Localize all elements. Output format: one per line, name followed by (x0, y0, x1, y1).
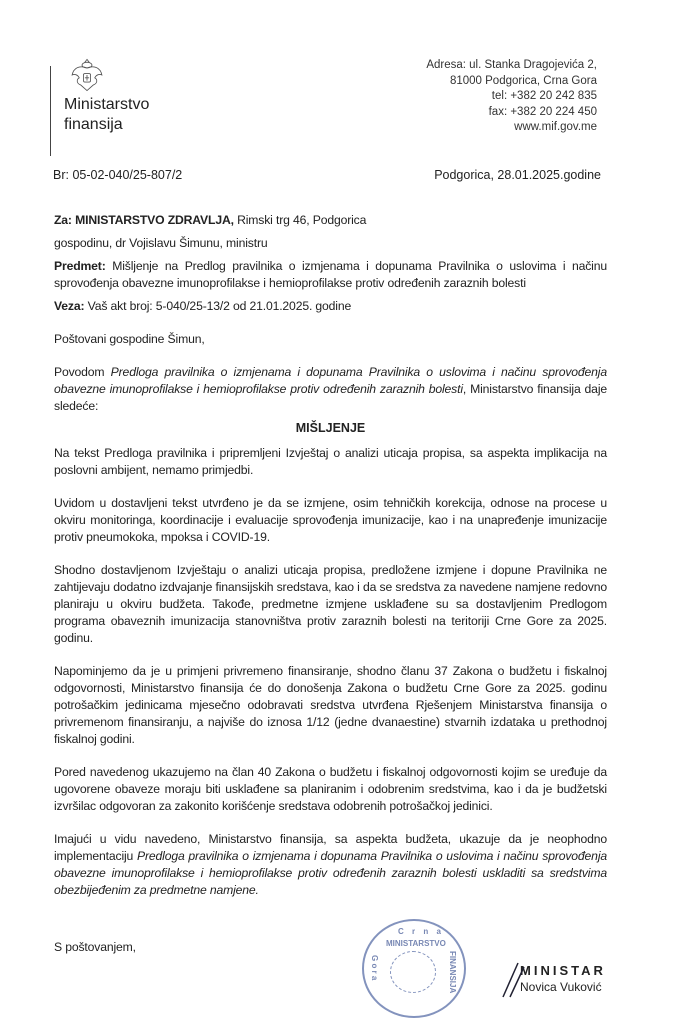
address-fax: fax: +382 20 224 450 (488, 105, 597, 118)
paragraph-3: Shodno dostavljenom Izvještaju o analizi uticaja propisa, predložene izmjene i dopune Pravilnika ne zahtijevaju dodatno izdvajanje finansijskih sredstava, kao i da se sredstva za navedene namjene redovno planiraju u okviru budžeta. Takođe, predmetne izmjene usklađene su sa dostavljenim Predlogom programa obaveznih imunizacija stanovništva protiv zaraznih bolesti na teritoriji Crne Gore za 2025. godinu. (54, 563, 607, 645)
opinion-title: MIŠLJENJE (295, 421, 366, 435)
subject-text: Mišljenje na Predlog pravilnika o izmjenama i dopunama Pravilnika o uslovima i načinu sprovođenja obavezne imunoprofilakse i hemioprofilakse protiv određenih zaraznih bolesti (54, 259, 607, 290)
reference-text: Vaš akt broj: 5-040/25-13/2 od 21.01.2025. godine (84, 299, 352, 313)
intro-text-b: , Ministarstvo finansija daje sledeće: (54, 382, 607, 413)
recipient-org: MINISTARSTVO ZDRAVLJA, (75, 213, 234, 227)
signature-mark (498, 959, 528, 999)
header-divider (50, 66, 51, 156)
reference-number: Br: 05-02-040/25-807/2 (53, 168, 183, 182)
official-stamp: C r n a MINISTARSTVO G o r a FINANSIJA (362, 919, 466, 1018)
recipient-line (54, 212, 607, 229)
paragraph-6-italic: Predloga pravilnika o izmjenama i dopunama Pravilnika o uslovima i načinu sprovođenja obavezne imunoprofilakse i hemioprofilakse protiv određenih zaraznih bolesti uskladiti sa sredstvima obezbijeđenim za predmetne namjene. (54, 849, 608, 897)
intro-text-a: Povodom (54, 365, 111, 379)
paragraph-5: Pored navedenog ukazujemo na član 40 Zakona o budžetu i fiskalnoj odgovornosti kojim se uređuje da ugovorene obaveze moraju biti usklađene sa planiranim i odobrenim sredstvima, kao i da je budžetski izvršilac odgovoran za zakonito korišćenje sredstava odobrenih potrošačkoj jedinici. (54, 765, 607, 813)
signature-name: Novica Vuković (520, 980, 602, 994)
place-date: Podgorica, 28.01.2025.godine (434, 168, 601, 182)
reference-line (54, 298, 607, 315)
subject-label: Predmet: (54, 259, 106, 273)
recipient-label: Za: (54, 213, 72, 227)
address-street: Adresa: ul. Stanka Dragojevića 2, (426, 59, 597, 71)
ministry-name-line1: Ministarstvo (64, 96, 150, 113)
ministry-name-line2: finansija (64, 116, 123, 133)
recipient-address: Rimski trg 46, Podgorica (233, 213, 367, 227)
signature-row (54, 919, 607, 1019)
address-city: 81000 Podgorica, Crna Gora (449, 74, 597, 87)
subject (54, 258, 607, 292)
paragraph-1: Na tekst Predloga pravilnika i pripremljeni Izvještaj o analizi uticaja propisa, sa aspekta implikacija na poslovni ambijent, nemamo primjedbi. (54, 446, 607, 477)
closing: S poštovanjem, (54, 940, 136, 954)
address-block (426, 58, 597, 136)
address-tel: tel: +382 20 242 835 (491, 90, 597, 102)
paragraph-2: Uvidom u dostavljeni tekst utvrđeno je da se izmjene, osim tehničkih korekcija, odnose na procese u okviru monitoringa, koordinacije i evaluacije sprovođenja imunizacije, kao i na unapređenje imunizacije protiv pneumokoka, mpoksa i COVID-19. (54, 496, 607, 544)
coat-of-arms-icon (62, 58, 112, 92)
signature-title: MINISTAR (520, 963, 606, 978)
reference-label: Veza: (54, 299, 85, 313)
letter-body (54, 212, 607, 1019)
signature-block (520, 963, 606, 995)
greeting: Poštovani gospodine Šimun, (54, 332, 205, 346)
paragraph-4: Napominjemo da je u primjeni privremeno finansiranje, shodno članu 37 Zakona o budžetu i fiskalnoj odgovornosti, Ministarstvo finansija će do donošenja Zakona o budžetu Crne Gore za 2025. godinu potrošačkim jedinicama mjesečno odobravati sredstva utvrđena Rješenjem Ministarstva finansija o privremenom finansiranju, a najviše do iznosa 1/12 (jedne dvanaestine) stvarnih izdataka u prethodnoj fiskalnoj godini. (54, 664, 607, 746)
stamp-emblem (390, 951, 436, 993)
address-web: www.mif.gov.me (514, 121, 597, 133)
recipient-person: gospodinu, dr Vojislavu Šimunu, ministru (54, 236, 268, 250)
paragraph-6-text: Imajući u vidu navedeno, Ministarstvo finansija, sa aspekta budžeta, ukazuje da je neophodno implementaciju (54, 832, 607, 863)
paragraph-6 (54, 831, 607, 899)
intro-text-italic: Predloga pravilnika o izmjenama i dopunama Pravilnika o uslovima i načinu sprovođenja obavezne imunoprofilakse i hemioprofilakse protiv određenih zaraznih bolesti (54, 365, 607, 396)
intro-paragraph (54, 364, 607, 415)
